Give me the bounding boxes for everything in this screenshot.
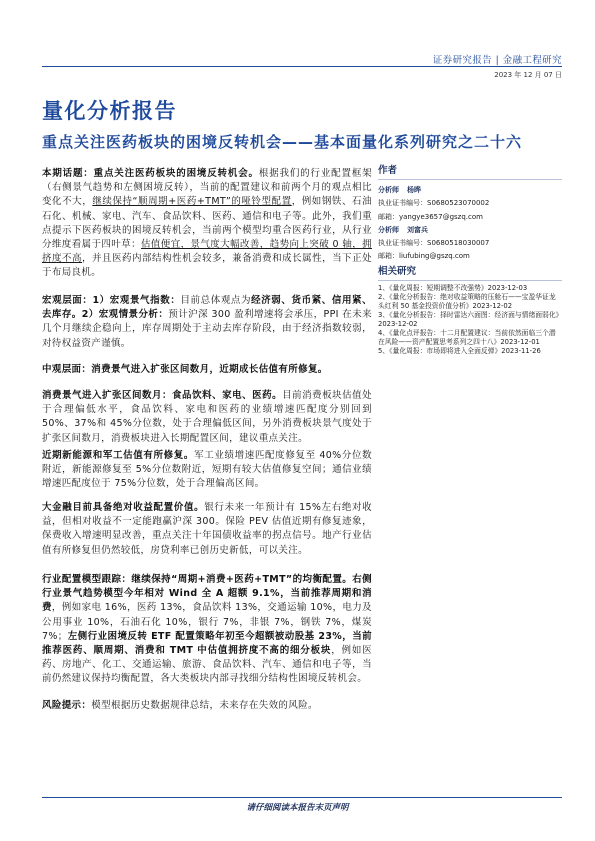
topic-headline: 本期话题：重点关注医药板块的困境反转机会。 bbox=[42, 168, 259, 179]
meso-headline: 中观层面：消费景气进入扩张区间数月，近期成长估值有所修复。 bbox=[42, 364, 328, 376]
risk-label: 风险提示： bbox=[42, 699, 92, 711]
related-research-item: 2、《量化分析报告：绝对收益策略的压舱石——宝盈华证龙头红利 50 基金投资价值分析》2023-12-02 bbox=[378, 292, 556, 310]
topic-underlined-allocation: 继续保持“顺周期+医药+TMT”的哑铃型配置 bbox=[92, 196, 292, 208]
related-research-item: 3、《量化分析报告：择时雷达六面图：经济面与情绪面弱化》2023-12-02 bbox=[378, 310, 560, 328]
macro-highlight: 经济弱、货币紧、信用紧、去库存。2）宏观情景分析： bbox=[42, 295, 373, 321]
footer-divider bbox=[42, 797, 562, 798]
finance-headline: 大金融目前具备绝对收益配置价值。 bbox=[42, 502, 205, 514]
header-divider bbox=[42, 66, 562, 67]
report-subtitle: 重点关注医药板块的困境反转机会——基本面量化系列研究之二十六 bbox=[42, 133, 523, 151]
summary-column bbox=[42, 167, 372, 713]
author-email: 邮箱：yangye3657@gszq.com bbox=[378, 212, 483, 221]
finance-paragraph bbox=[42, 501, 372, 558]
author-role: 分析师 bbox=[378, 186, 399, 194]
authors-list bbox=[378, 184, 562, 264]
related-research-heading: 相关研究 bbox=[378, 266, 562, 281]
topic-paragraph bbox=[42, 167, 372, 281]
related-research-item: 5、《量化周报：市场即将进入全面反弹》2023-11-26 bbox=[378, 346, 541, 355]
report-title: 量化分析报告 bbox=[42, 99, 177, 123]
model-tracking-headline: 行业配置模型跟踪：继续保持“周期+消费+医药+TMT”的均衡配置。右侧行业景气趋势模型今年相对 Wind 全 A 超额 9.1%，当前推荐周期和消费 bbox=[42, 574, 372, 614]
sidebar bbox=[378, 165, 562, 356]
meso-heading bbox=[42, 363, 372, 377]
consumer-headline: 消费景气进入扩张区间数月：食品饮料、家电、医药。 bbox=[42, 390, 283, 402]
report-category: 证券研究报告 | 金融工程研究 bbox=[432, 55, 562, 66]
topic-underlined-criteria: 估值便宜，景气度大幅改善，趋势向上突破 0 轴，拥挤度不高 bbox=[42, 239, 372, 265]
author-license: 执业证书编号：S0680518030007 bbox=[378, 239, 490, 248]
author-role-row bbox=[378, 224, 562, 237]
author-role-row bbox=[378, 184, 562, 197]
consumer-text: 目前消费板块估值处于合理偏低水平，食品饮料、家电和医药的业绩增速匹配度分别回到 50%、37%和 45%分位数，处于合理偏低区间，另外消费板块景气度处于扩张区间数月，消费板块进入长期配置区间，建议重点关注。 bbox=[42, 390, 372, 444]
author-license: 执业证书编号：S0680523070002 bbox=[378, 199, 490, 208]
model-tracking-highlight: 左侧行业困境反转 ETF 配置策略年初至今超额被动股基 23%，当前推荐医药、顺周期、消费和 TMT 中估值拥挤度不高的细分板块 bbox=[42, 630, 372, 657]
author-email: 邮箱：liufubing@gszq.com bbox=[378, 252, 470, 261]
macro-paragraph bbox=[42, 294, 372, 351]
related-research-item: 4、《量化点评报告：十二月配置建议：当前依然面临三个潜在风险——资产配置思考系列之四十八》2023-12-01 bbox=[378, 328, 556, 346]
related-research-list bbox=[378, 284, 562, 356]
model-tracking-paragraph bbox=[42, 573, 372, 687]
macro-text: 目前总体观点为 bbox=[180, 295, 252, 307]
topic-text: ，并且医药内部结构性机会较多，兼备消费和成长属性，当下正处于布局良机。 bbox=[42, 253, 373, 279]
finance-text: 银行未来一年预计有 15%左右绝对收益，但相对收益不一定能跑赢沪深 300。保险 PEV 估值近期有修复迹象，保费收入增速明显改善，重点关注十年国债收益率的拐点信号。地产行业估值有所修复但仍然较低，房贷利率已创历史新低，可以关注。 bbox=[42, 502, 373, 556]
growth-text: 军工业绩增速匹配度修复至 40%分位数附近，新能源修复至 5%分位数附近，短期有较大估值修复空间；通信业绩增速匹配度位于 75%分位数，处于合理偏高区间。 bbox=[42, 450, 372, 490]
author-name: 杨晔 bbox=[407, 186, 421, 194]
macro-text: 预计沪深 300 盈利增速将会承压，PPI 在未来几个月继续企稳向上，库存周期处于主动去库存阶段，由于经济指数较弱，对待权益资产谨慎。 bbox=[42, 309, 372, 349]
footer-disclaimer-note: 请仔细阅读本报告末页声明 bbox=[246, 803, 349, 813]
risk-text: 模型根据历史数据规律总结，未来存在失效的风险。 bbox=[91, 699, 318, 711]
risk-paragraph bbox=[42, 699, 372, 713]
consumer-paragraph bbox=[42, 389, 372, 446]
model-tracking-text: ，例如家电 16%，医药 13%，食品饮料 13%，交通运输 10%，电力及公用事业 10%，石油石化 10%，银行 7%，非银 7%，钢铁 7%，煤炭 7%； bbox=[42, 602, 373, 642]
report-date: 2023 年 12 月 07 日 bbox=[494, 71, 562, 79]
growth-paragraph bbox=[42, 449, 372, 492]
topic-text: 根据我们的行业配置框架（右侧景气趋势和左侧困境反转），当前的配置建议和前两个月的观点相比变化不大， bbox=[42, 168, 372, 208]
topic-text: ，例如钢铁、石油石化、机械、家电、汽车、食品饮料、医药、通信和电子等。此外，我们重点提示下医药板块的困境反转机会，当前两个模型均重合医药行业，从行业分维度看属于四叶草： bbox=[42, 196, 372, 251]
related-research-item: 1、《量化周报：短期调整不改强势》2023-12-03 bbox=[378, 283, 528, 292]
growth-headline: 近期新能源和军工估值有所修复。 bbox=[42, 450, 195, 462]
model-tracking-text: ，例如医药、房地产、化工、交通运输、旅游、食品饮料、汽车、通信和电子等，当前仍然建议保持均衡配置，各大类板块内部寻找细分结构性困境反转机会。 bbox=[42, 645, 373, 685]
author-name: 刘富兵 bbox=[407, 225, 428, 234]
author-role: 分析师 bbox=[378, 225, 399, 234]
macro-headline: 宏观层面：1）宏观景气指数： bbox=[42, 295, 181, 307]
authors-heading: 作者 bbox=[378, 165, 562, 180]
